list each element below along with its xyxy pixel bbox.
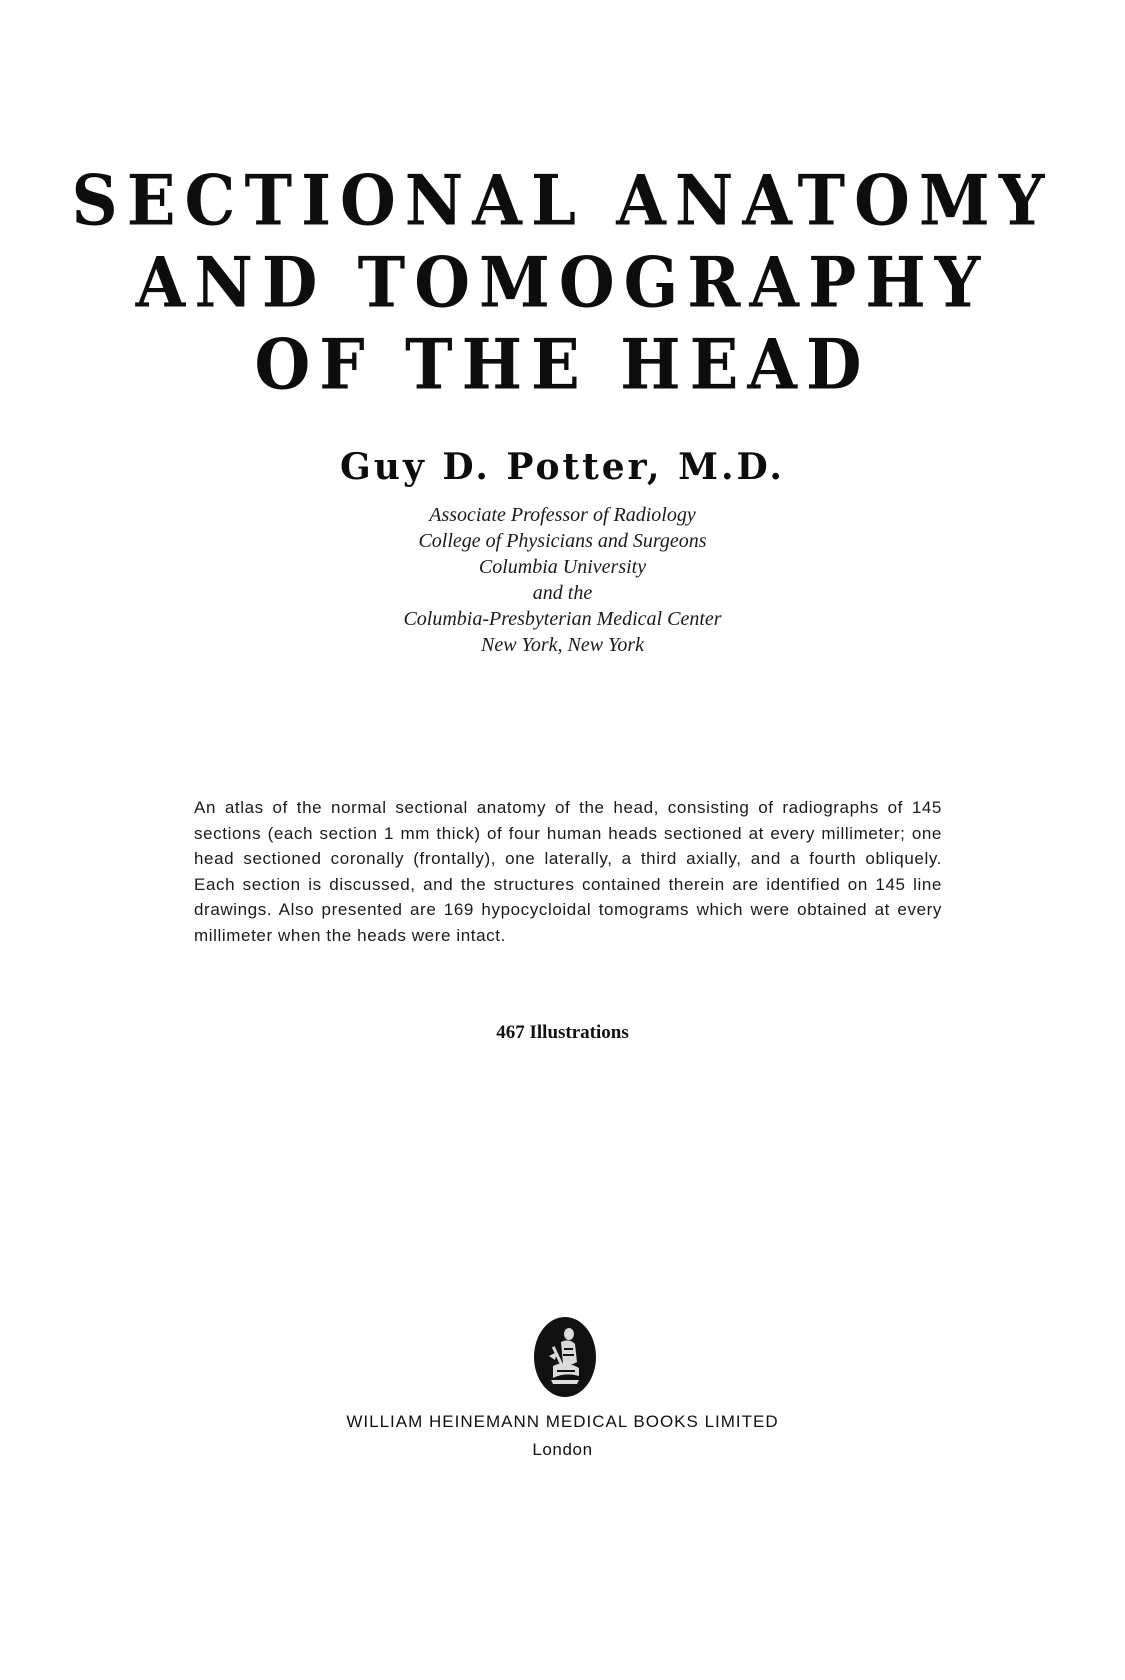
publisher-city: London (532, 1440, 593, 1459)
affiliation-line: and the (532, 582, 593, 604)
affiliation-line: Columbia-Presbyterian Medical Center (403, 608, 722, 630)
abstract-paragraph: An atlas of the normal sectional anatomy of the head, consisting of radiographs of 145 sections (each section 1 mm thick) of four human heads sectioned at every millimeter; one head sectioned coronally (frontally), one laterally, a third axially, and a fourth obliquely. Each section is discussed, and the structures contained therein are identified on 145 line drawings. Also presented are 169 hypocycloidal tomograms which were obtained at every millimeter when the heads were intact. (194, 798, 942, 945)
publisher-name: WILLIAM HEINEMANN MEDICAL BOOKS LIMITED (346, 1412, 779, 1431)
author-affiliation (0, 502, 1125, 658)
illustration-count: 467 Illustrations (496, 1022, 629, 1043)
affiliation-line: Associate Professor of Radiology (429, 504, 696, 526)
affiliation-line: College of Physicians and Surgeons (418, 530, 707, 552)
title-line-2: AND TOMOGRAPHY (135, 242, 990, 324)
title-line-1: SECTIONAL ANATOMY (71, 160, 1054, 242)
affiliation-line: New York, New York (480, 634, 644, 656)
publisher-logo-icon (533, 1316, 597, 1398)
affiliation-line: Columbia University (478, 556, 647, 578)
title-line-3: OF THE HEAD (254, 324, 871, 406)
author-name: Guy D. Potter, M.D. (340, 446, 785, 488)
